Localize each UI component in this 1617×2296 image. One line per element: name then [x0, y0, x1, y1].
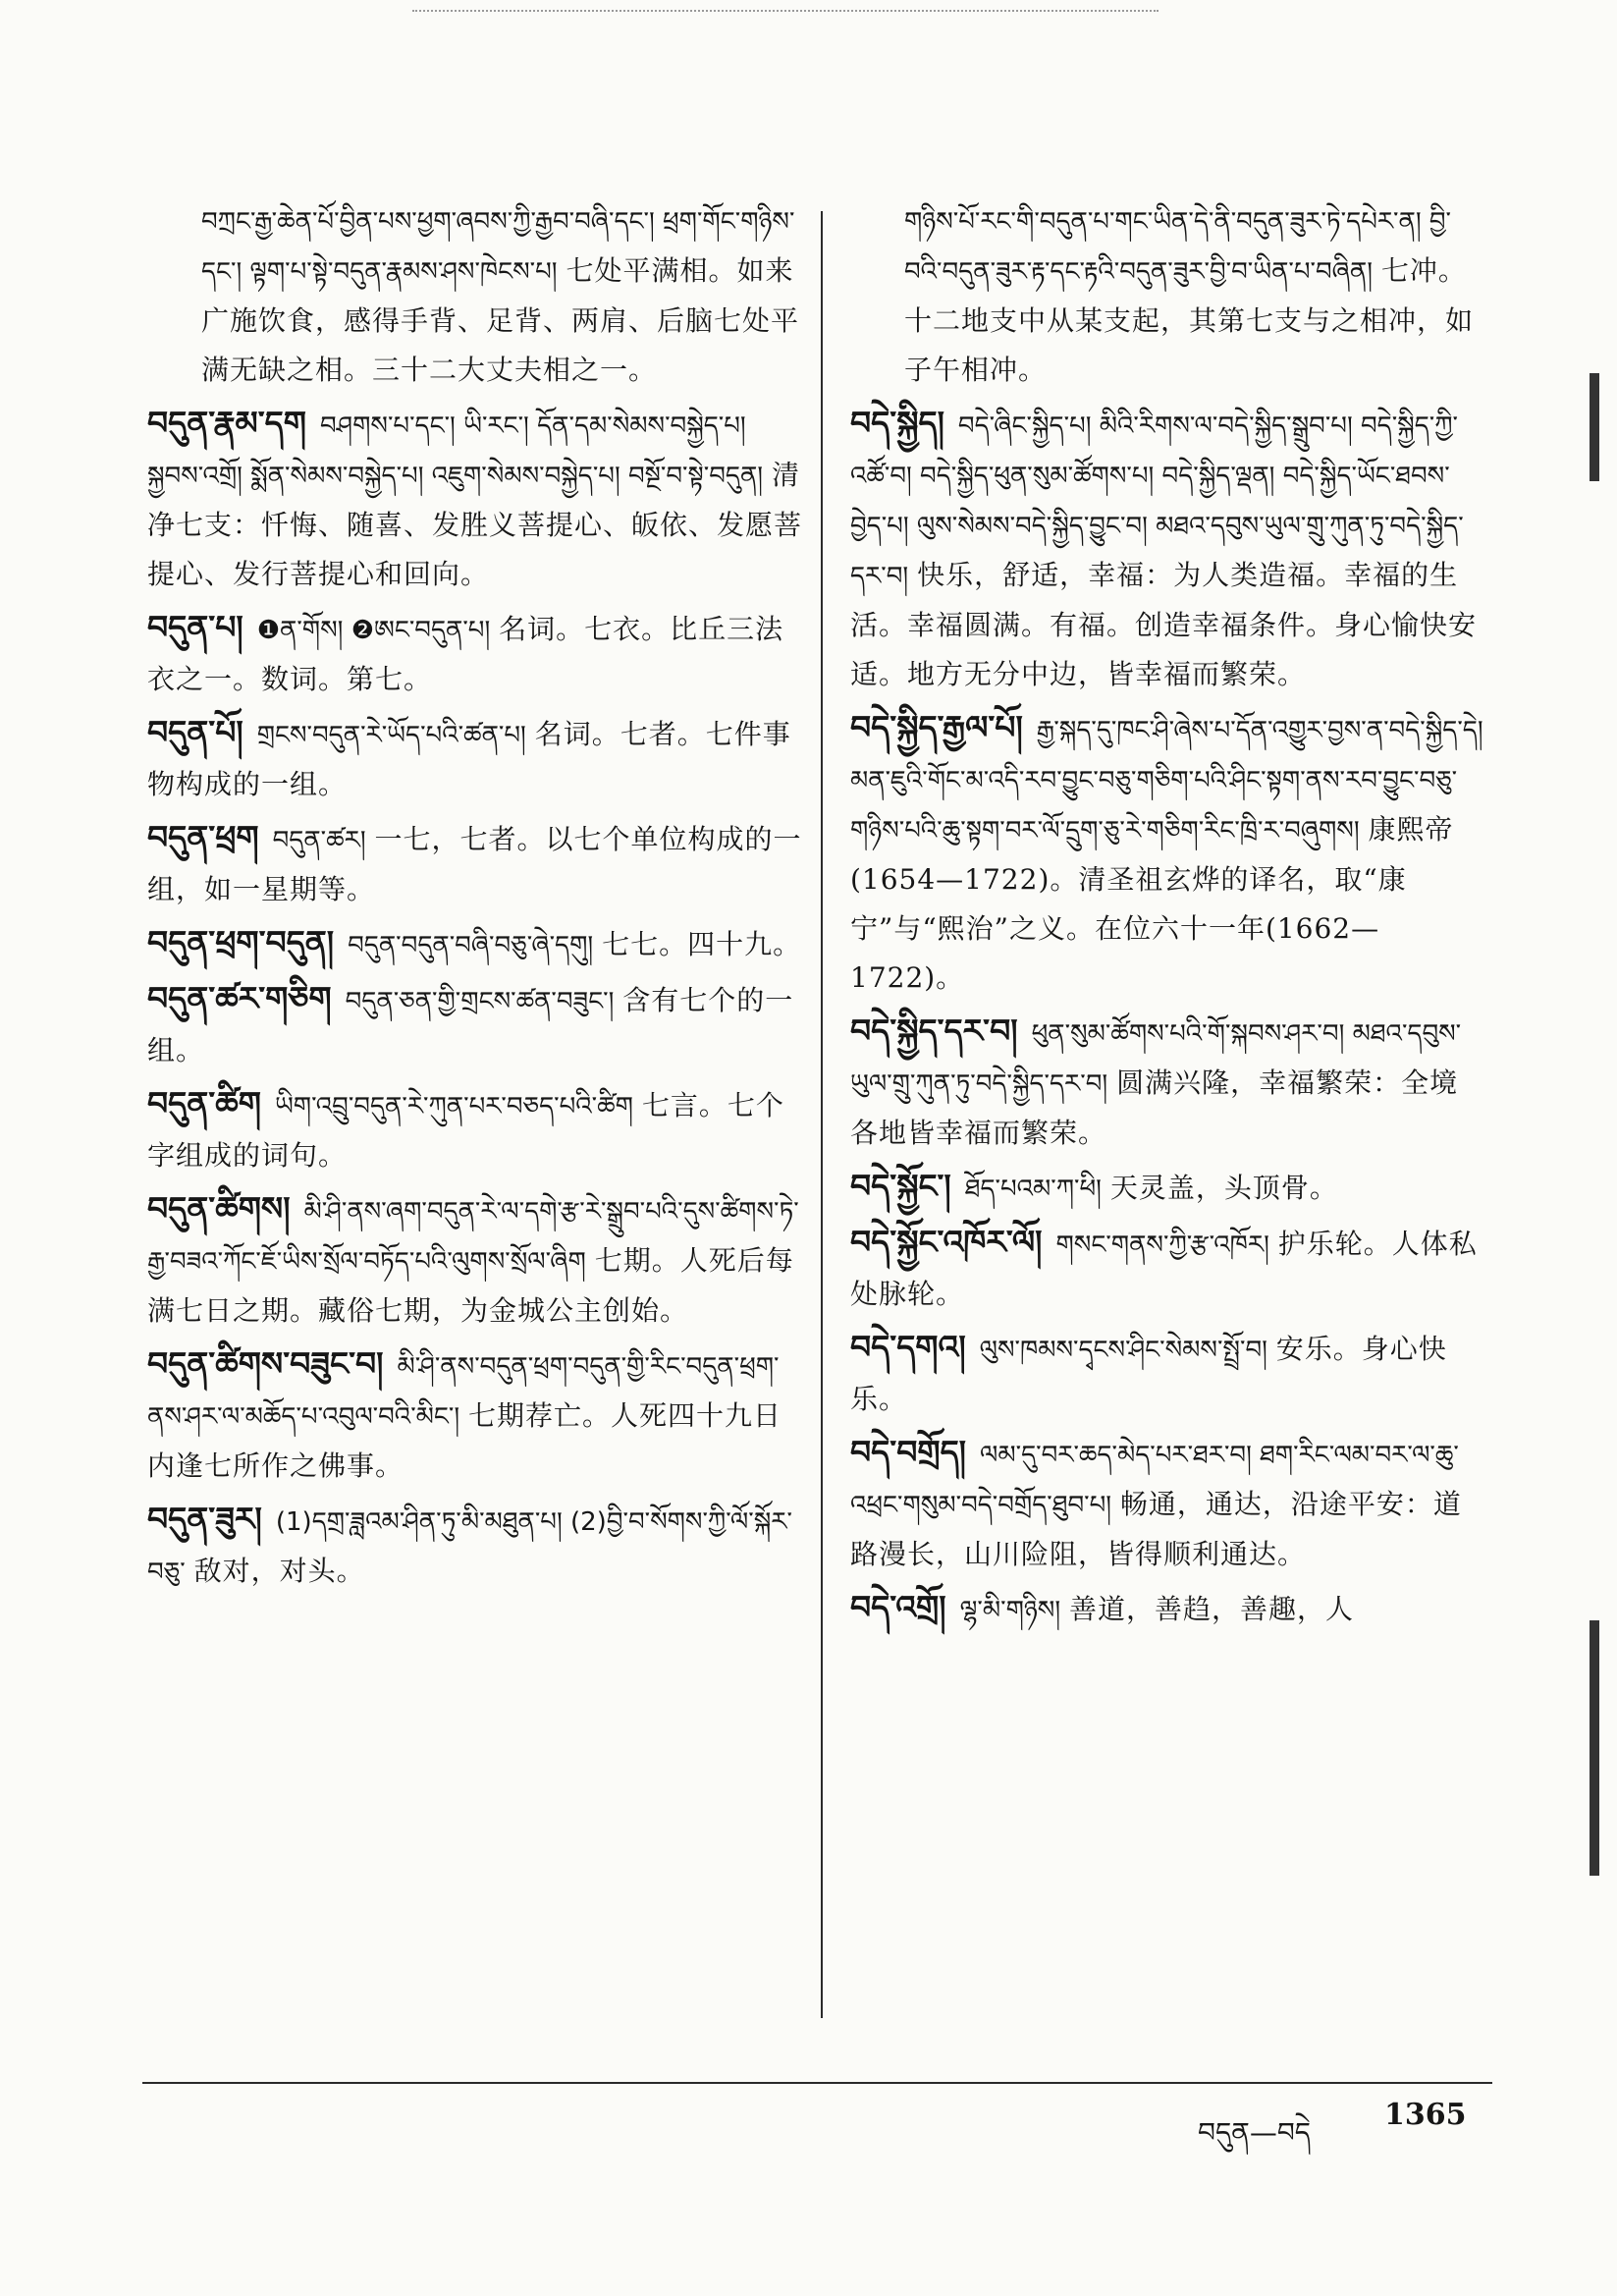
entry-continuation [850, 196, 1483, 395]
tibetan-definition: མི་ཤི་ནས་ཞག་བདུན་རེ་ལ་དགེ་རྩ་རེ་སྒྲུབ་པའི་དུས་ཚིགས་ཏེ་རྒྱ་བཟའ་ཀོང་ཇོ་ཡིས་སྲོལ་བཏོད་པའི་ལུགས་སྲོལ་ཞིག [147, 1197, 799, 1277]
chinese-translation: 七言。七个字组成的词句。 [147, 1089, 784, 1172]
entry-headword: བདེ་བགྲོད། [850, 1433, 967, 1471]
dictionary-entry [850, 399, 1483, 699]
dictionary-entry [147, 1495, 803, 1597]
dictionary-entry [147, 1184, 803, 1336]
entry-headword: བདེ་དགའ། [850, 1328, 966, 1366]
tibetan-definition: བདེ་ཞིང་སྐྱིད་པ། མིའི་རིགས་ལ་བདེ་སྐྱིད་སྒྲུབ་པ། བདེ་སྐྱིད་ཀྱི་འཚོ་བ། བདེ་སྐྱིད་ཕུན་སུམ་ཚོགས་པ། བདེ་སྐྱིད་ལྡན། བདེ་སྐྱིད་ཡོང་ཐབས་བྱེད་པ། ལུས་སེམས་བདེ་སྐྱིད་བྱུང་བ། མཐའ་དབུས་ཡུལ་གྲུ་ཀུན་ཏུ་བདེ་སྐྱིད་དར་བ། [850, 411, 1464, 591]
dictionary-entry [147, 1339, 803, 1491]
entry-headword: བདུན་ཚིགས་བཟུང་བ། [147, 1344, 384, 1383]
entry-headword: བདུན་ཟུར། [147, 1500, 262, 1538]
chinese-translation: 康熙帝(1654—1722)。清圣祖玄烨的译名，取“康宁”与“熙治”之义。在位六十一年(1662—1722)。 [850, 813, 1454, 994]
tibetan-definition: གཉིས་པོ་རང་གི་བདུན་པ་གང་ཡིན་དེ་ནི་བདུན་ཟུར་ཏེ་དཔེར་ན། བྱི་བའི་བདུན་ཟུར་རྟ་དང་རྟའི་བདུན་ཟུར་བྱི་བ་ཡིན་པ་བཞིན། [904, 207, 1452, 287]
footer-rule [142, 2082, 1492, 2084]
tibetan-definition: མི་ཤི་ནས་བདུན་ཕྲག་བདུན་གྱི་རིང་བདུན་ཕྲག་ནས་ཤར་ལ་མཆོད་པ་འབུལ་བའི་མིང་། [147, 1352, 780, 1432]
dictionary-entry [147, 399, 803, 599]
chinese-translation: 七七。四十九。 [602, 928, 802, 960]
chinese-translation: 名词。七者。七件事物构成的一组。 [147, 718, 791, 800]
dictionary-entry [850, 1323, 1483, 1424]
tibetan-definition: བཀྲང་རྒྱ་ཆེན་པོ་བྱིན་པས་ཕྱག་ཞབས་ཀྱི་རྒྱབ་བཞི་དང་། ཕྲག་གོང་གཉིས་དང་། ལྟག་པ་སྟེ་བདུན་རྣམས་ཤས་ཁེངས་པ། [201, 207, 795, 287]
entry-headword: བདུན་ཕྲག [147, 818, 259, 856]
dictionary-entry [850, 1428, 1483, 1579]
chinese-translation: 名词。七衣。比丘三法衣之一。数词。第七。 [147, 613, 784, 695]
column-divider [821, 211, 823, 2018]
left-column [147, 196, 803, 1601]
chinese-translation: 一七，七者。以七个单位构成的一组，如一星期等。 [147, 823, 802, 905]
entry-headword: བདེ་སྐྱིད་རྒྱལ་པོ། [850, 708, 1023, 746]
dictionary-entry [147, 1079, 803, 1180]
entry-headword: བདུན་ཚིག [147, 1084, 261, 1122]
tibetan-definition: གསང་གནས་ཀྱི་རྩ་འཁོར། [1055, 1230, 1269, 1260]
running-head: བདུན—བདེ [1198, 2116, 1311, 2149]
chinese-translation: 含有七个的一组。 [147, 984, 794, 1066]
entry-headword: བདུན་ཕྲག་བདུན། [147, 923, 335, 961]
entry-headword: བདུན་པ། [147, 608, 243, 646]
margin-scan-marks [1570, 0, 1609, 2296]
tibetan-definition: ལམ་དུ་བར་ཆད་མེད་པར་ཐར་བ། ཐག་རིང་ལམ་བར་ལ་ཆུ་འཕྲང་གསུམ་བདེ་བགྲོད་ཐུབ་པ། [850, 1441, 1459, 1520]
tibetan-definition: གྲངས་བདུན་རེ་ཡོད་པའི་ཚན་པ། [256, 721, 526, 750]
tibetan-definition: བདུན་ཚར། [272, 826, 366, 855]
tibetan-definition: བཤགས་པ་དང་། ཡི་རང་། དོན་དམ་སེམས་བསྐྱེད་པ། སྐྱབས་འགྲོ། སྨོན་སེམས་བསྐྱེད་པ། འཇུག་སེམས་བསྐྱེད་པ། བསྔོ་བ་སྟེ་བདུན། [147, 411, 764, 491]
entry-headword: བདེ་སྐྱོང་། [850, 1167, 951, 1205]
chinese-translation: 护乐轮。人体私处脉轮。 [850, 1228, 1478, 1310]
entry-headword: བདེ་འགྲོ། [850, 1588, 946, 1626]
dictionary-entry [850, 1583, 1483, 1635]
chinese-translation: 圆满兴隆，幸福繁荣：全境各地皆幸福而繁荣。 [850, 1066, 1459, 1149]
dictionary-entry [147, 974, 803, 1075]
chinese-translation: 清净七支：忏悔、随喜、发胜义菩提心、皈依、发愿菩提心、发行菩提心和回向。 [147, 459, 803, 590]
chinese-translation: 七冲。十二地支中从某支起，其第七支与之相冲，如子午相冲。 [904, 254, 1475, 386]
tibetan-definition: ཐོད་པའམ་ཀ་ཕི། [964, 1175, 1102, 1204]
tibetan-definition: ལྷ་མི་གཉིས། [959, 1596, 1061, 1625]
dictionary-entry [147, 813, 803, 914]
dictionary-entry [147, 918, 803, 970]
entry-headword: བདུན་ཚར་གཅིག [147, 979, 332, 1017]
entry-headword: བདུན་པོ། [147, 713, 243, 751]
tibetan-definition: ལུས་ཁམས་དྭངས་ཤིང་སེམས་སྤྲོ་བ། [979, 1336, 1267, 1365]
dictionary-entry [147, 603, 803, 704]
chinese-translation: 天灵盖，头顶骨。 [1109, 1172, 1338, 1204]
chinese-translation: 七期荐亡。人死四十九日内逢七所作之佛事。 [147, 1399, 782, 1482]
scan-artifact [412, 10, 1159, 14]
tibetan-definition: ཡིག་འབྲུ་བདུན་རེ་ཀུན་པར་བཅད་པའི་ཚིག [274, 1092, 633, 1121]
chinese-translation: 七处平满相。如来广施饮食，感得手背、足背、两肩、后脑七处平满无缺之相。三十二大丈夫相之一。 [201, 254, 800, 386]
dictionary-entry [850, 1218, 1483, 1319]
tibetan-definition: ❶ན་གོས། ❷ཨང་བདུན་པ། [256, 616, 491, 645]
page-number: 1365 [1384, 2098, 1467, 2132]
chinese-translation: 敌对，对头。 [193, 1555, 365, 1587]
right-column [850, 196, 1483, 1639]
entry-headword: བདུན་ཚིགས། [147, 1189, 291, 1228]
dictionary-entry [147, 708, 803, 809]
dictionary-entry [850, 703, 1483, 1003]
chinese-translation: 七期。人死后每满七日之期。藏俗七期，为金城公主创始。 [147, 1244, 794, 1327]
chinese-translation: 快乐，舒适，幸福：为人类造福。幸福的生活。幸福圆满。有福。创造幸福条件。身心愉快安适。地方无分中边，皆幸福而繁荣。 [850, 559, 1478, 690]
dictionary-entry [850, 1007, 1483, 1158]
chinese-translation: 畅通，通达，沿途平安：道路漫长，山川险阻，皆得顺利通达。 [850, 1488, 1462, 1570]
entry-continuation [147, 196, 803, 395]
tibetan-definition: ཕུན་སུམ་ཚོགས་པའི་གོ་སྐབས་ཤར་བ། མཐའ་དབུས་ཡུལ་གྲུ་ཀུན་ཏུ་བདེ་སྐྱིད་དར་བ། [850, 1019, 1462, 1099]
dictionary-entry [850, 1162, 1483, 1214]
entry-headword: བདུན་རྣམ་དག [147, 404, 306, 442]
entry-headword: བདེ་སྐྱིད་དར་བ། [850, 1011, 1018, 1050]
tibetan-definition: བདུན་ཅན་གྱི་གྲངས་ཚན་བཟུང་། [345, 987, 615, 1016]
tibetan-definition: (1)དགྲ་ཟླའམ་ཤིན་ཏུ་མི་མཐུན་པ། (2)བྱི་བ་སོགས་ཀྱི་ལོ་སྐོར་བཅུ་ [147, 1507, 792, 1587]
tibetan-definition: རྒྱ་སྐད་དུ་ཁང་ཤི་ཞེས་པ་དོན་འགྱུར་བྱས་ན་བདེ་སྐྱིད་དེ། མན་ཇུའི་གོང་མ་འདི་རབ་བྱུང་བཅུ་གཅིག་པའི་ཤིང་སྟག་ནས་རབ་བྱུང་བཅུ་གཉིས་པའི་ཆུ་སྟག་བར་ལོ་དྲུག་ཅུ་རེ་གཅིག་རིང་ཁྲི་ར་བཞུགས། [850, 716, 1483, 846]
chinese-translation: 安乐。身心快乐。 [850, 1333, 1447, 1415]
entry-headword: བདེ་སྐྱོང་འཁོར་ལོ། [850, 1223, 1043, 1261]
chinese-translation: 善道，善趋，善趣，人 [1069, 1593, 1355, 1625]
entry-headword: བདེ་སྐྱིད། [850, 404, 944, 442]
tibetan-definition: བདུན་བདུན་བཞི་བཅུ་ཞེ་དགུ། [348, 931, 594, 960]
